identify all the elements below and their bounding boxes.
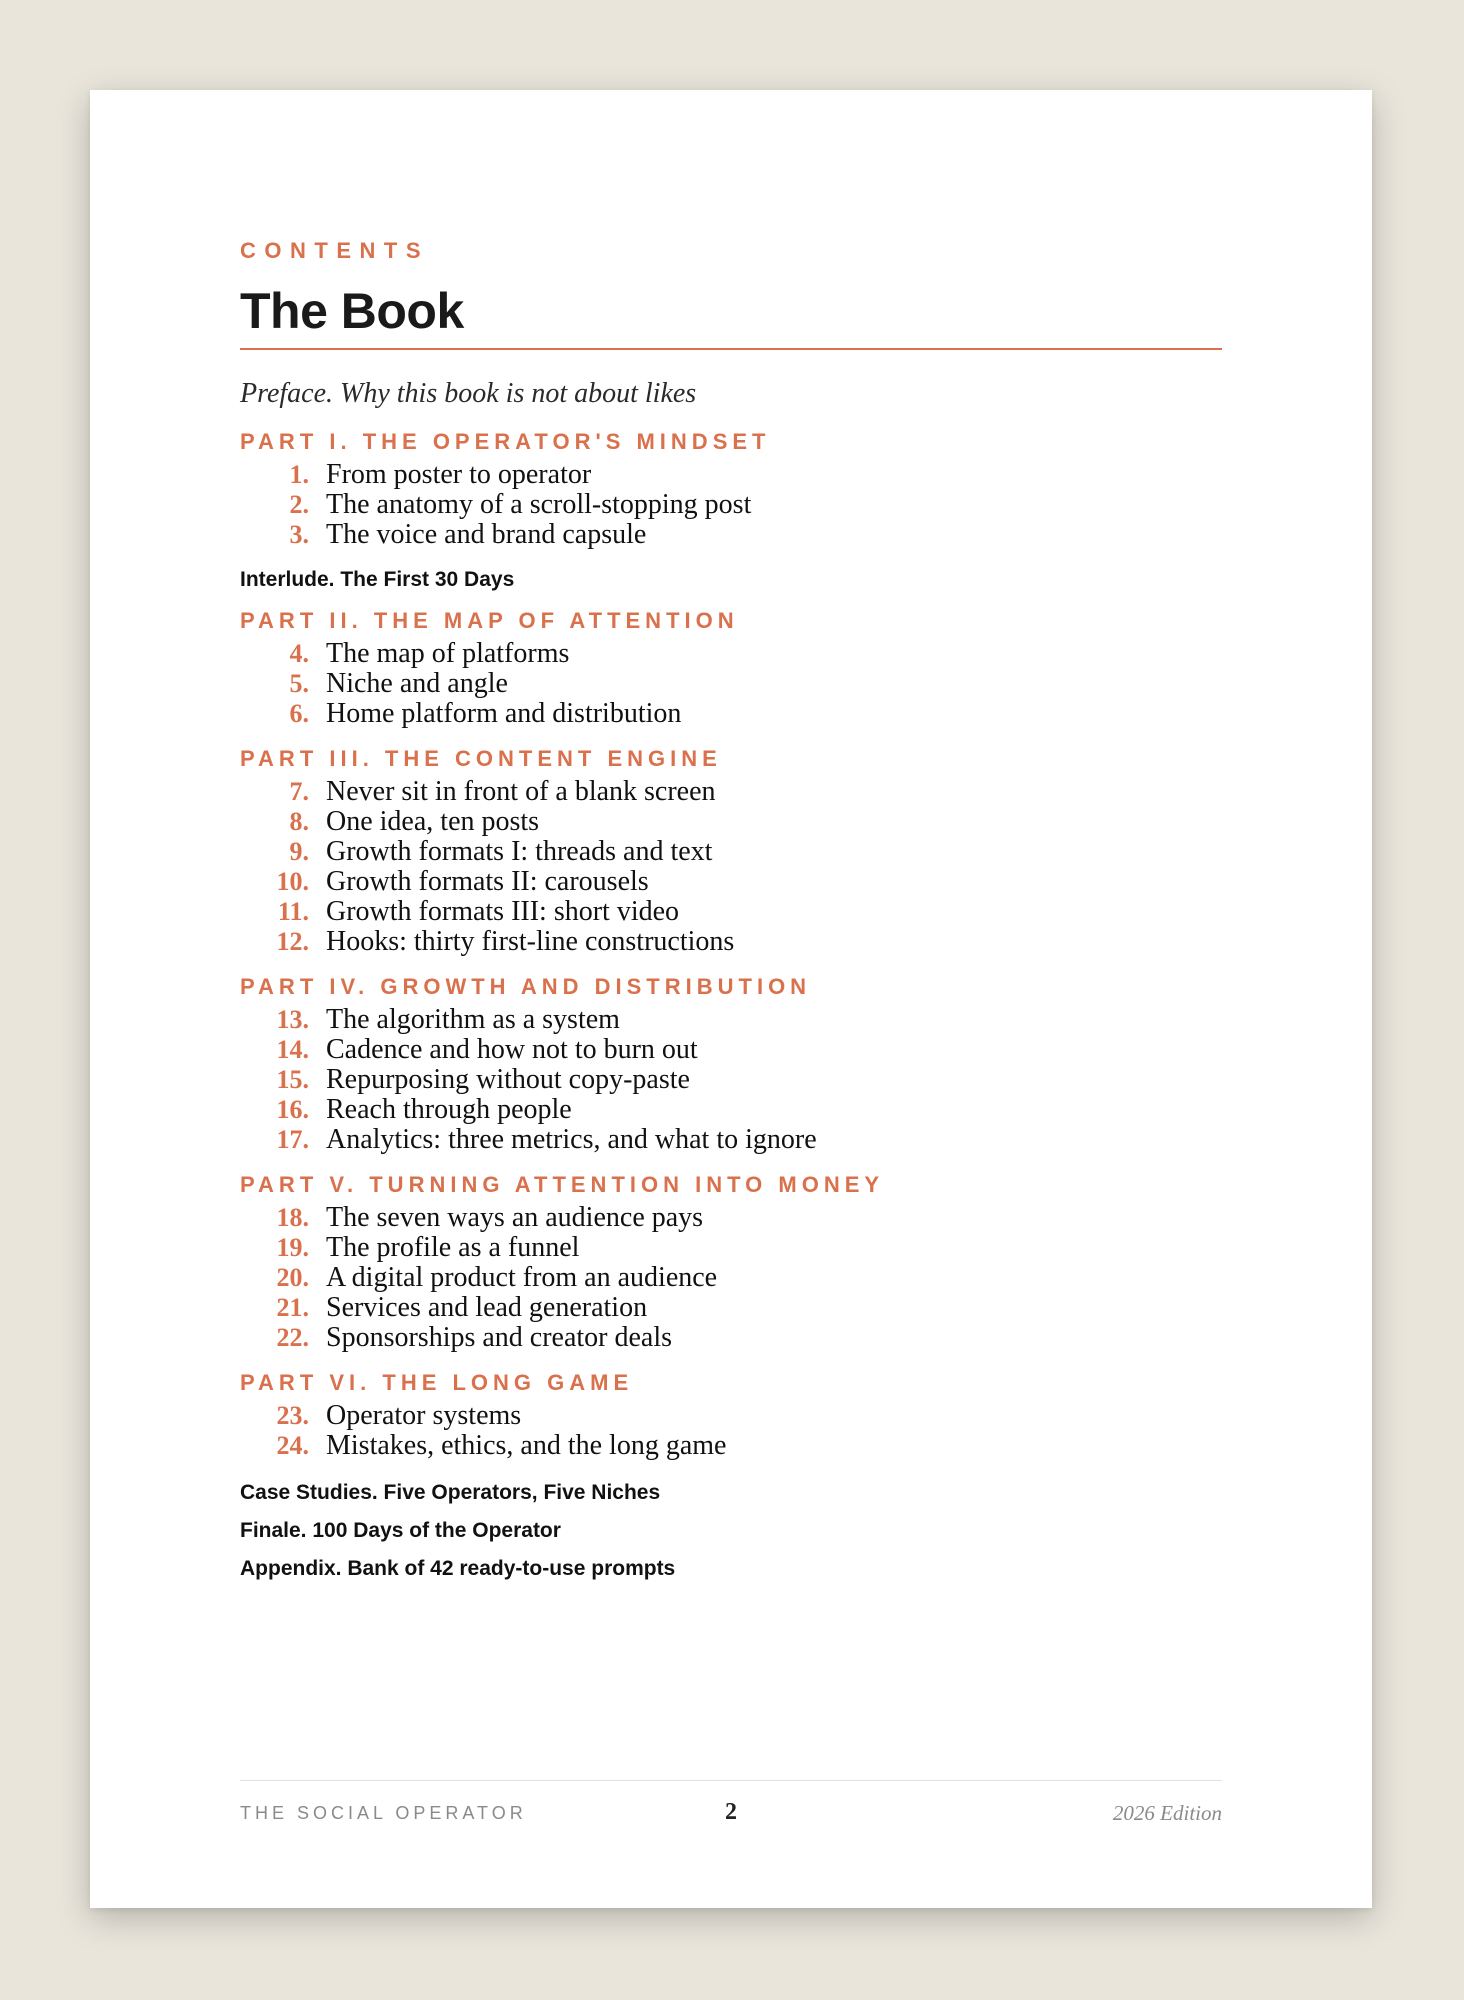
chapter-title: The anatomy of a scroll-stopping post [326, 488, 752, 520]
chapter-title: Hooks: thirty first-line constructions [326, 925, 735, 957]
toc-part [240, 607, 1222, 729]
toc-part [240, 1369, 1222, 1461]
chapter-number: 17. [276, 1124, 309, 1154]
toc-chapter[interactable] [240, 866, 1222, 896]
page-footer [240, 1780, 1222, 1825]
page-number: 2 [725, 1799, 737, 1825]
chapter-title: Cadence and how not to burn out [326, 1033, 698, 1065]
toc-chapter[interactable] [240, 1292, 1222, 1322]
chapter-title: The seven ways an audience pays [326, 1201, 704, 1233]
chapter-number: 11. [277, 896, 309, 926]
toc-case-studies[interactable]: Case Studies. Five Operators, Five Niches [240, 1480, 661, 1504]
toc-chapter[interactable] [240, 489, 1222, 519]
chapter-title: Mistakes, ethics, and the long game [326, 1429, 727, 1461]
title-divider [240, 348, 1222, 350]
chapter-list [240, 638, 1222, 728]
toc-preface[interactable]: Preface. Why this book is not about likes [240, 378, 697, 409]
toc-chapter[interactable] [240, 1202, 1222, 1232]
toc-chapter[interactable] [240, 1124, 1222, 1154]
chapter-title: Reach through people [326, 1093, 572, 1125]
toc-chapter[interactable] [240, 1430, 1222, 1460]
chapter-number: 3. [289, 519, 309, 549]
chapter-title: Sponsorships and creator deals [326, 1321, 673, 1353]
toc-chapter[interactable] [240, 1094, 1222, 1124]
chapter-number: 21. [276, 1292, 309, 1322]
chapter-number: 12. [276, 926, 309, 956]
chapter-number: 22. [276, 1322, 309, 1352]
chapter-number: 13. [276, 1004, 309, 1034]
toc-chapter[interactable] [240, 806, 1222, 836]
chapter-number: 6. [289, 698, 309, 728]
toc-chapter[interactable] [240, 1034, 1222, 1064]
part-title[interactable]: PART V. TURNING ATTENTION INTO MONEY [240, 1171, 885, 1197]
toc-chapter[interactable] [240, 638, 1222, 668]
chapter-title: Growth formats I: threads and text [326, 835, 713, 867]
chapter-title: The map of platforms [326, 637, 570, 669]
running-title: THE SOCIAL OPERATOR [240, 1803, 527, 1823]
chapter-title: Niche and angle [326, 667, 508, 699]
toc-part [240, 973, 1222, 1155]
chapter-number: 4. [289, 638, 309, 668]
chapter-title: Growth formats II: carousels [326, 865, 649, 897]
toc-chapter[interactable] [240, 896, 1222, 926]
toc-chapter[interactable] [240, 459, 1222, 489]
toc-chapter[interactable] [240, 519, 1222, 549]
chapter-number: 16. [276, 1094, 309, 1124]
toc-chapter[interactable] [240, 1262, 1222, 1292]
chapter-number: 20. [276, 1262, 309, 1292]
chapter-list [240, 1400, 1222, 1460]
chapter-number: 2. [289, 489, 309, 519]
toc-chapter[interactable] [240, 836, 1222, 866]
book-page [90, 90, 1372, 1908]
chapter-number: 5. [289, 668, 309, 698]
toc-chapter[interactable] [240, 1004, 1222, 1034]
chapter-number: 9. [289, 836, 309, 866]
part-title[interactable]: PART VI. THE LONG GAME [240, 1369, 634, 1395]
part-title[interactable]: PART IV. GROWTH AND DISTRIBUTION [240, 973, 812, 999]
chapter-title: One idea, ten posts [326, 805, 540, 837]
chapter-title: Never sit in front of a blank screen [326, 775, 716, 807]
page-title: The Book [240, 283, 464, 339]
chapter-title: The algorithm as a system [326, 1003, 620, 1035]
toc-chapter[interactable] [240, 1232, 1222, 1262]
chapter-title: Home platform and distribution [326, 697, 682, 729]
chapter-number: 8. [289, 806, 309, 836]
chapter-title: Analytics: three metrics, and what to ignore [326, 1123, 817, 1155]
toc-chapter[interactable] [240, 698, 1222, 728]
part-title[interactable]: PART II. THE MAP OF ATTENTION [240, 607, 739, 633]
edition-label: 2026 Edition [1112, 1801, 1222, 1825]
toc-chapter[interactable] [240, 1322, 1222, 1352]
toc-chapter[interactable] [240, 1400, 1222, 1430]
toc-chapter[interactable] [240, 776, 1222, 806]
chapter-title: The voice and brand capsule [326, 518, 647, 550]
toc-appendix[interactable]: Appendix. Bank of 42 ready-to-use prompts [240, 1556, 676, 1580]
chapter-number: 7. [289, 776, 309, 806]
toc-interlude[interactable]: Interlude. The First 30 Days [240, 567, 515, 591]
toc-part [240, 1171, 1222, 1353]
toc-part [240, 428, 1222, 550]
chapter-title: Operator systems [326, 1399, 522, 1431]
chapter-number: 18. [276, 1202, 309, 1232]
contents-kicker: CONTENTS [240, 238, 429, 263]
chapter-number: 14. [276, 1034, 309, 1064]
toc-finale[interactable]: Finale. 100 Days of the Operator [240, 1518, 561, 1542]
chapter-title: The profile as a funnel [326, 1231, 580, 1263]
part-title[interactable]: PART III. THE CONTENT ENGINE [240, 745, 722, 771]
chapter-title: A digital product from an audience [326, 1261, 718, 1293]
chapter-number: 19. [276, 1232, 309, 1262]
chapter-number: 1. [289, 459, 309, 489]
chapter-number: 24. [276, 1430, 309, 1460]
contents-section [240, 240, 1222, 1579]
toc-chapter[interactable] [240, 1064, 1222, 1094]
part-title[interactable]: PART I. THE OPERATOR'S MINDSET [240, 428, 771, 454]
toc-part [240, 745, 1222, 957]
chapter-list [240, 1004, 1222, 1154]
toc-chapter[interactable] [240, 926, 1222, 956]
chapter-title: Growth formats III: short video [326, 895, 680, 927]
chapter-number: 15. [276, 1064, 309, 1094]
toc-chapter[interactable] [240, 668, 1222, 698]
chapter-list [240, 459, 1222, 549]
chapter-list [240, 776, 1222, 956]
chapter-title: From poster to operator [326, 458, 592, 490]
chapter-list [240, 1202, 1222, 1352]
chapter-number: 23. [276, 1400, 309, 1430]
chapter-number: 10. [276, 866, 309, 896]
chapter-title: Repurposing without copy-paste [326, 1063, 690, 1095]
chapter-title: Services and lead generation [326, 1291, 648, 1323]
